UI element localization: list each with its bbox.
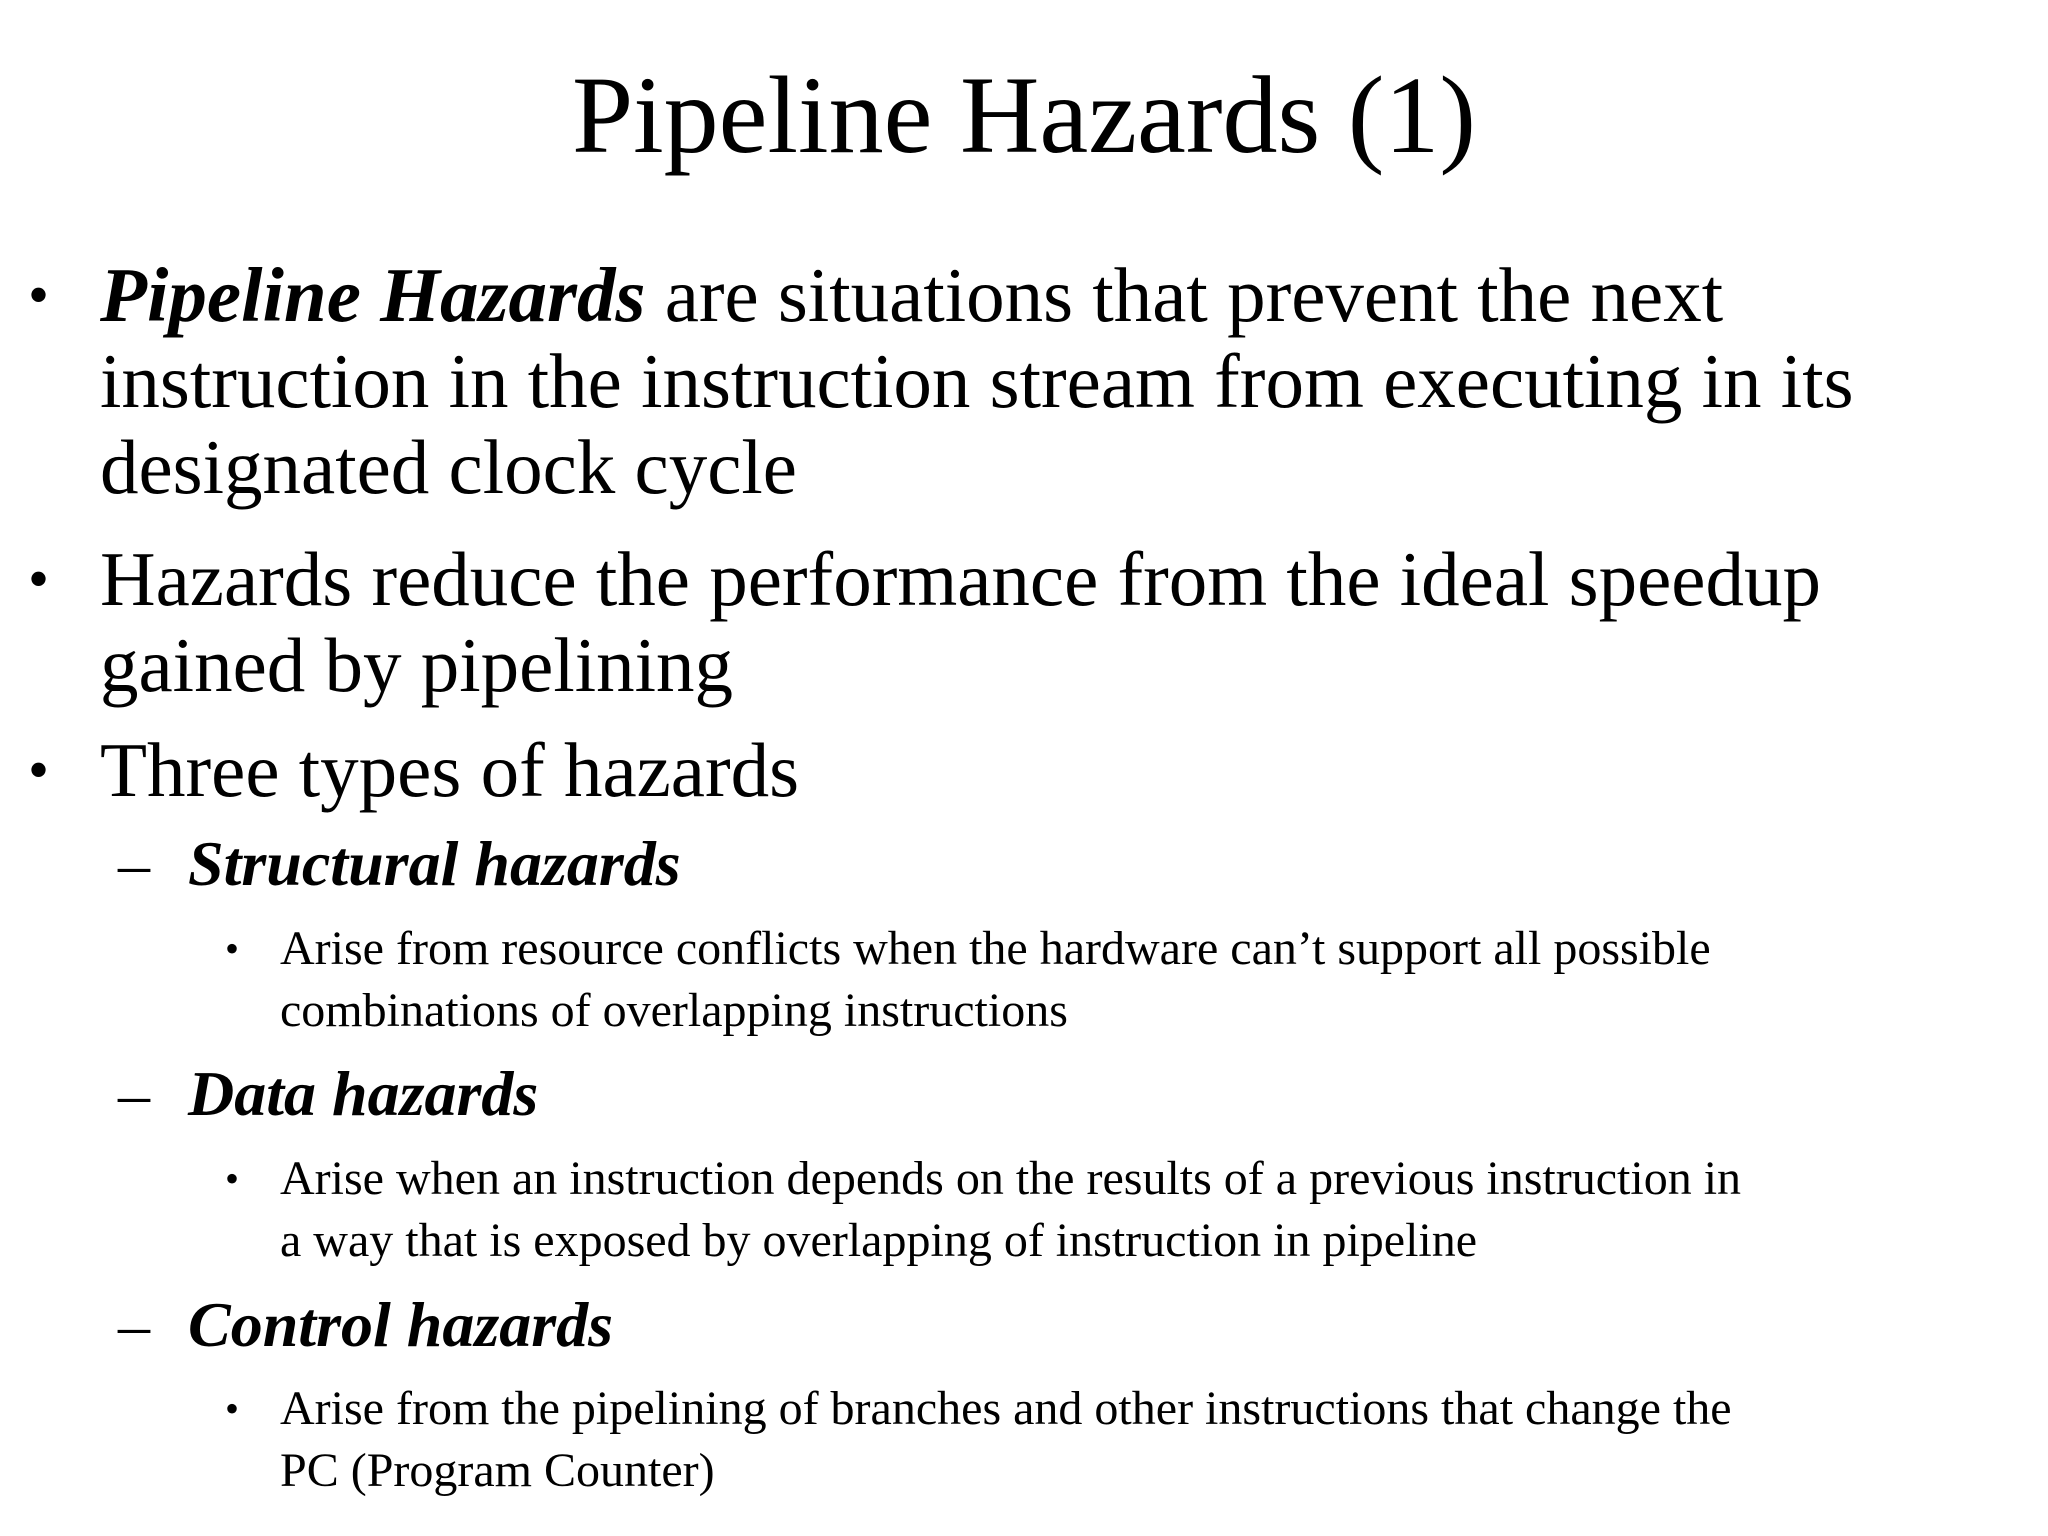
hazard-name: Structural hazards bbox=[188, 828, 681, 899]
bullet-marker: • bbox=[225, 1386, 240, 1431]
bullet-line: gained by pipelining bbox=[100, 622, 733, 708]
detail-line: a way that is exposed by overlapping of instruction in pipeline bbox=[280, 1214, 1478, 1267]
detail-line: Arise from resource conflicts when the hardware can’t support all possible bbox=[280, 922, 1711, 975]
hazard-name: Data hazards bbox=[188, 1058, 539, 1129]
dash-marker: – bbox=[118, 1058, 150, 1129]
detail-line: Arise when an instruction depends on the results of a previous instruction in bbox=[280, 1152, 1742, 1205]
detail-line: PC (Program Counter) bbox=[280, 1444, 715, 1497]
bullet-line: Hazards reduce the performance from the ideal speedup bbox=[100, 536, 1821, 622]
bullet-marker: • bbox=[225, 1156, 240, 1201]
bullet-line: Three types of hazards bbox=[100, 727, 800, 813]
emphasis-term: Pipeline Hazards bbox=[100, 252, 646, 338]
hazard-name: Control hazards bbox=[188, 1289, 614, 1360]
detail-line: Arise from the pipelining of branches and other instructions that change the bbox=[280, 1382, 1732, 1435]
bullet-line: Pipeline Hazards are situations that prevent the next bbox=[100, 252, 1724, 338]
detail-line: combinations of overlapping instructions bbox=[280, 984, 1068, 1037]
slide-title: Pipeline Hazards (1) bbox=[571, 54, 1477, 176]
bullet-line: instruction in the instruction stream from executing in its bbox=[100, 338, 1854, 424]
dash-marker: – bbox=[118, 828, 150, 899]
bullet-marker: • bbox=[28, 546, 50, 612]
bullet-marker: • bbox=[28, 737, 50, 803]
bullet-marker: • bbox=[225, 926, 240, 971]
bullet-line: designated clock cycle bbox=[100, 424, 797, 510]
bullet-marker: • bbox=[28, 262, 50, 328]
dash-marker: – bbox=[118, 1289, 150, 1360]
